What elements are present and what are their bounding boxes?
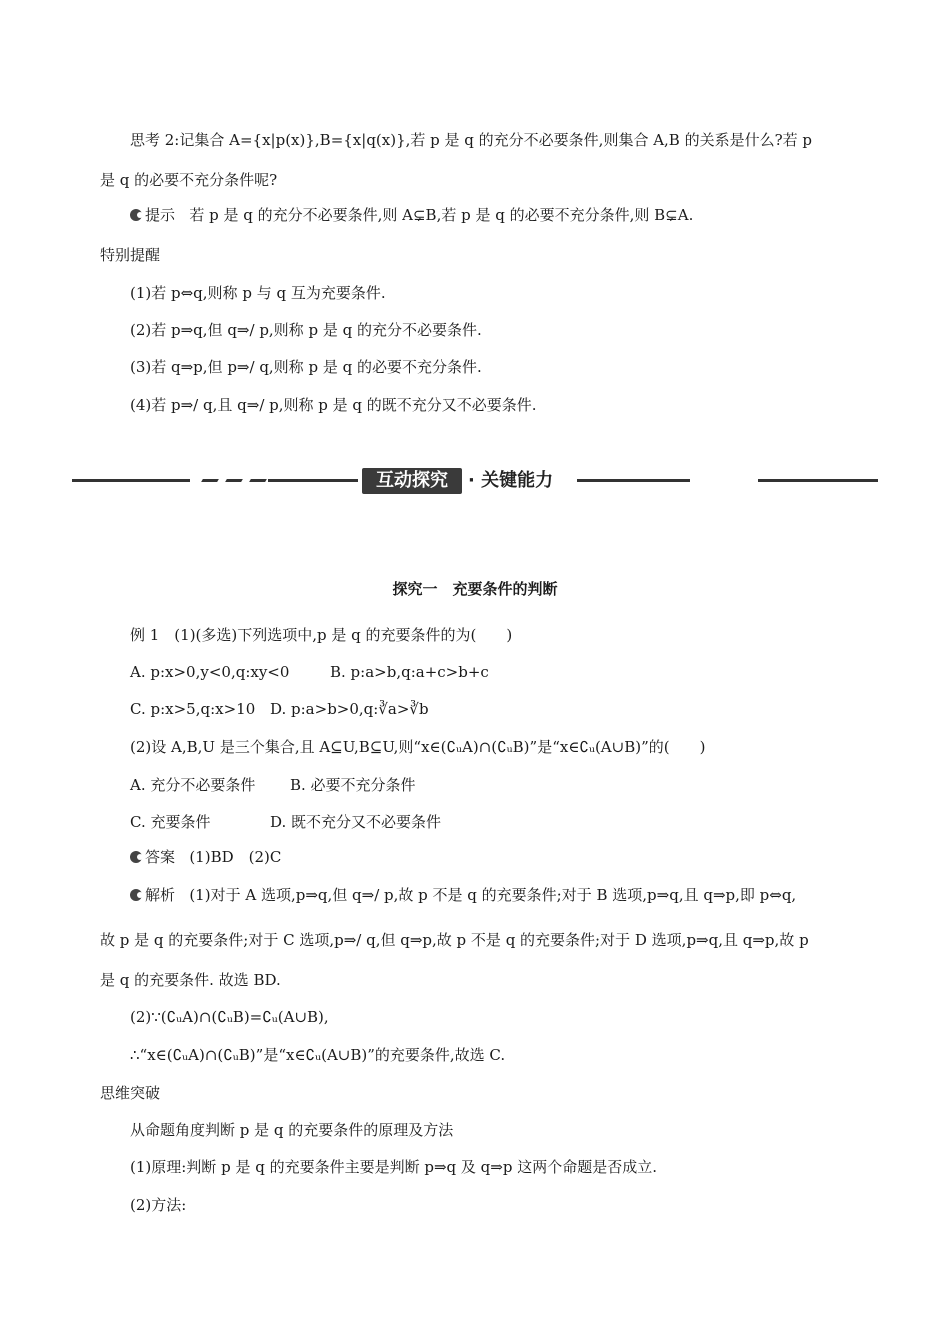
answer-label: 答案 [145, 848, 176, 866]
banner-dash [249, 479, 267, 482]
banner-box: 互动探究 [362, 468, 462, 494]
example1-option-c: C. p:x>5,q:x>10 [130, 700, 256, 718]
example1-q2-option-c: C. 充要条件 [130, 813, 211, 831]
section-banner [72, 466, 878, 496]
analysis-label: 解析 [145, 886, 176, 904]
banner-title: · 关键能力 [468, 470, 554, 491]
bullet-icon [130, 851, 142, 863]
hint-text: 若 p 是 q 的充分不必要条件,则 A⊊B,若 p 是 q 的必要不充分条件,则 B⊊A. [189, 206, 694, 224]
analysis-line1: (1)对于 A 选项,p⇒q,但 q⇒/ p,故 p 不是 q 的充要条件;对于 B 选项,p⇒q,且 q⇒p,即 p⇔q, [189, 886, 797, 904]
banner-dash [201, 479, 219, 482]
analysis-paragraph [130, 885, 796, 905]
thinking-heading: 思维突破 [100, 1084, 161, 1102]
think2-line1: 思考 2:记集合 A={x|p(x)},B={x|q(x)},若 p 是 q 的充分不必要条件,则集合 A,B 的关系是什么?若 p [130, 131, 813, 149]
reminder-item: (2)若 p⇒q,但 q⇒/ p,则称 p 是 q 的充分不必要条件. [130, 321, 482, 339]
analysis-line5: ∴“x∈(∁ᵤA)∩(∁ᵤB)”是“x∈∁ᵤ(A∪B)”的充要条件,故选 C. [130, 1046, 506, 1064]
bullet-icon [130, 889, 142, 901]
section-title: 探究一 充要条件的判断 [392, 580, 558, 598]
analysis-line4: (2)∵(∁ᵤA)∩(∁ᵤB)=∁ᵤ(A∪B), [130, 1008, 329, 1026]
example1-q2: (2)设 A,B,U 是三个集合,且 A⊆U,B⊆U,则“x∈(∁ᵤA)∩(∁ᵤB)”是“x∈∁ᵤ(A∪B)”的( ) [130, 738, 706, 756]
banner-rule [72, 479, 190, 482]
reminder-item: (3)若 q⇒p,但 p⇒/ q,则称 p 是 q 的必要不充分条件. [130, 358, 482, 376]
banner-rule [577, 479, 690, 482]
thinking-line1: 从命题角度判断 p 是 q 的充要条件的原理及方法 [130, 1121, 454, 1139]
example1-option-d: D. p:a>b>0,q:∛a>∛b [270, 700, 429, 718]
banner-rule [758, 479, 878, 482]
reminder-item: (4)若 p⇒/ q,且 q⇒/ p,则称 p 是 q 的既不充分又不必要条件. [130, 396, 537, 414]
thinking-line2: (1)原理:判断 p 是 q 的充要条件主要是判断 p⇒q 及 q⇒p 这两个命题是否成立. [130, 1158, 657, 1176]
example1-option-a: A. p:x>0,y<0,q:xy<0 [130, 663, 290, 681]
example1-q1: 例 1 (1)(多选)下列选项中,p 是 q 的充要条件的为( ) [130, 626, 513, 644]
example1-option-b: B. p:a>b,q:a+c>b+c [330, 663, 489, 681]
think2-line2: 是 q 的必要不充分条件呢? [100, 171, 278, 189]
special-reminder-heading: 特别提醒 [100, 246, 161, 264]
analysis-line3: 是 q 的充要条件. 故选 BD. [100, 971, 281, 989]
example1-q2-option-b: B. 必要不充分条件 [290, 776, 416, 794]
hint-label: 提示 [145, 206, 176, 224]
hint-paragraph [130, 205, 693, 225]
bullet-icon [130, 209, 142, 221]
banner-dash [225, 479, 243, 482]
analysis-line2: 故 p 是 q 的充要条件;对于 C 选项,p⇒/ q,但 q⇒p,故 p 不是 q 的充要条件;对于 D 选项,p⇒q,且 q⇒p,故 p [100, 931, 809, 949]
banner-rule [268, 479, 358, 482]
answer-paragraph [130, 847, 281, 867]
example1-q2-option-a: A. 充分不必要条件 [130, 776, 256, 794]
reminder-item: (1)若 p⇔q,则称 p 与 q 互为充要条件. [130, 284, 386, 302]
answer-text: (1)BD (2)C [189, 848, 282, 866]
thinking-line3: (2)方法: [130, 1196, 187, 1214]
example1-q2-option-d: D. 既不充分又不必要条件 [270, 813, 442, 831]
